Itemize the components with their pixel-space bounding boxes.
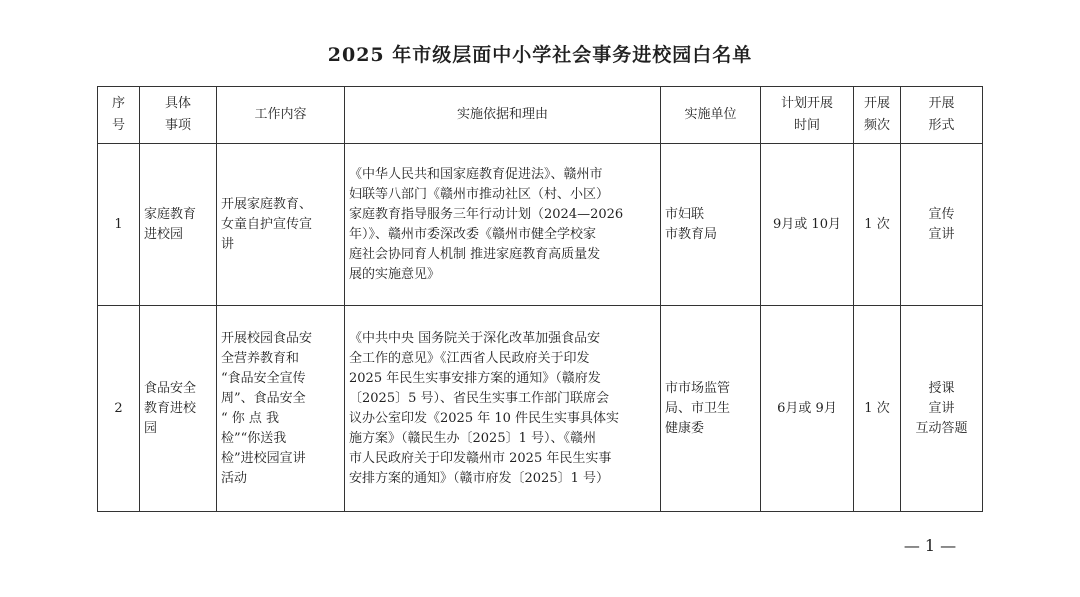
row-form: 宣传 宣讲 [901,144,983,306]
row-form: 授课 宣讲 互动答题 [901,306,983,512]
header-unit: 实施单位 [661,87,761,144]
table-row [98,306,983,512]
row-item: 家庭教育 进校园 [140,144,217,306]
header-seq: 序 号 [98,87,140,144]
header-content: 工作内容 [217,87,345,144]
header-row [98,87,983,144]
row-unit: 市市场监管 局、市卫生 健康委 [661,306,761,512]
row-content: 开展校园食品安 全营养教育和 “食品安全宣传 周”、食品安全 “ 你 点 我 检”“你送我 检”进校园宣讲 活动 [217,306,345,512]
page-number: — 1 — [903,536,957,555]
row-time: 6月或 9月 [761,306,854,512]
row-item: 食品安全 教育进校 园 [140,306,217,512]
whitelist-table [97,86,983,512]
header-freq: 开展 频次 [854,87,901,144]
table-row [98,144,983,306]
header-form: 开展 形式 [901,87,983,144]
row-basis: 《中华人民共和国家庭教育促进法》、赣州市 妇联等八部门《赣州市推动社区（村、小区） 家庭教育指导服务三年行动计划（2024—2026 年）》、赣州市委深改委《赣州市健全学校家 庭社会协同育人机制 推进家庭教育高质量发 展的实施意见》 [345,144,661,306]
document-title: 2025 年市级层面中小学社会事务进校园白名单 [327,44,753,66]
row-basis: 《中共中央 国务院关于深化改革加强食品安 全工作的意见》《江西省人民政府关于印发 2025 年民生实事安排方案的通知》（赣府发 〔2025〕5 号）、省民生实事工作部门联席会 议办公室印发《2025 年 10 件民生实事具体实 施方案》（赣民生办〔2025〕1 号）、《赣州 市人民政府关于印发赣州市 2025 年民生实事 安排方案的通知》（赣市府发〔2025〕1 号） [345,306,661,512]
row-freq: 1 次 [854,306,901,512]
header-basis: 实施依据和理由 [345,87,661,144]
row-unit: 市妇联 市教育局 [661,144,761,306]
header-time: 计划开展 时间 [761,87,854,144]
row-content: 开展家庭教育、 女童自护宣传宣 讲 [217,144,345,306]
header-item: 具体 事项 [140,87,217,144]
row-seq: 1 [98,144,140,306]
row-seq: 2 [98,306,140,512]
row-time: 9月或 10月 [761,144,854,306]
row-freq: 1 次 [854,144,901,306]
